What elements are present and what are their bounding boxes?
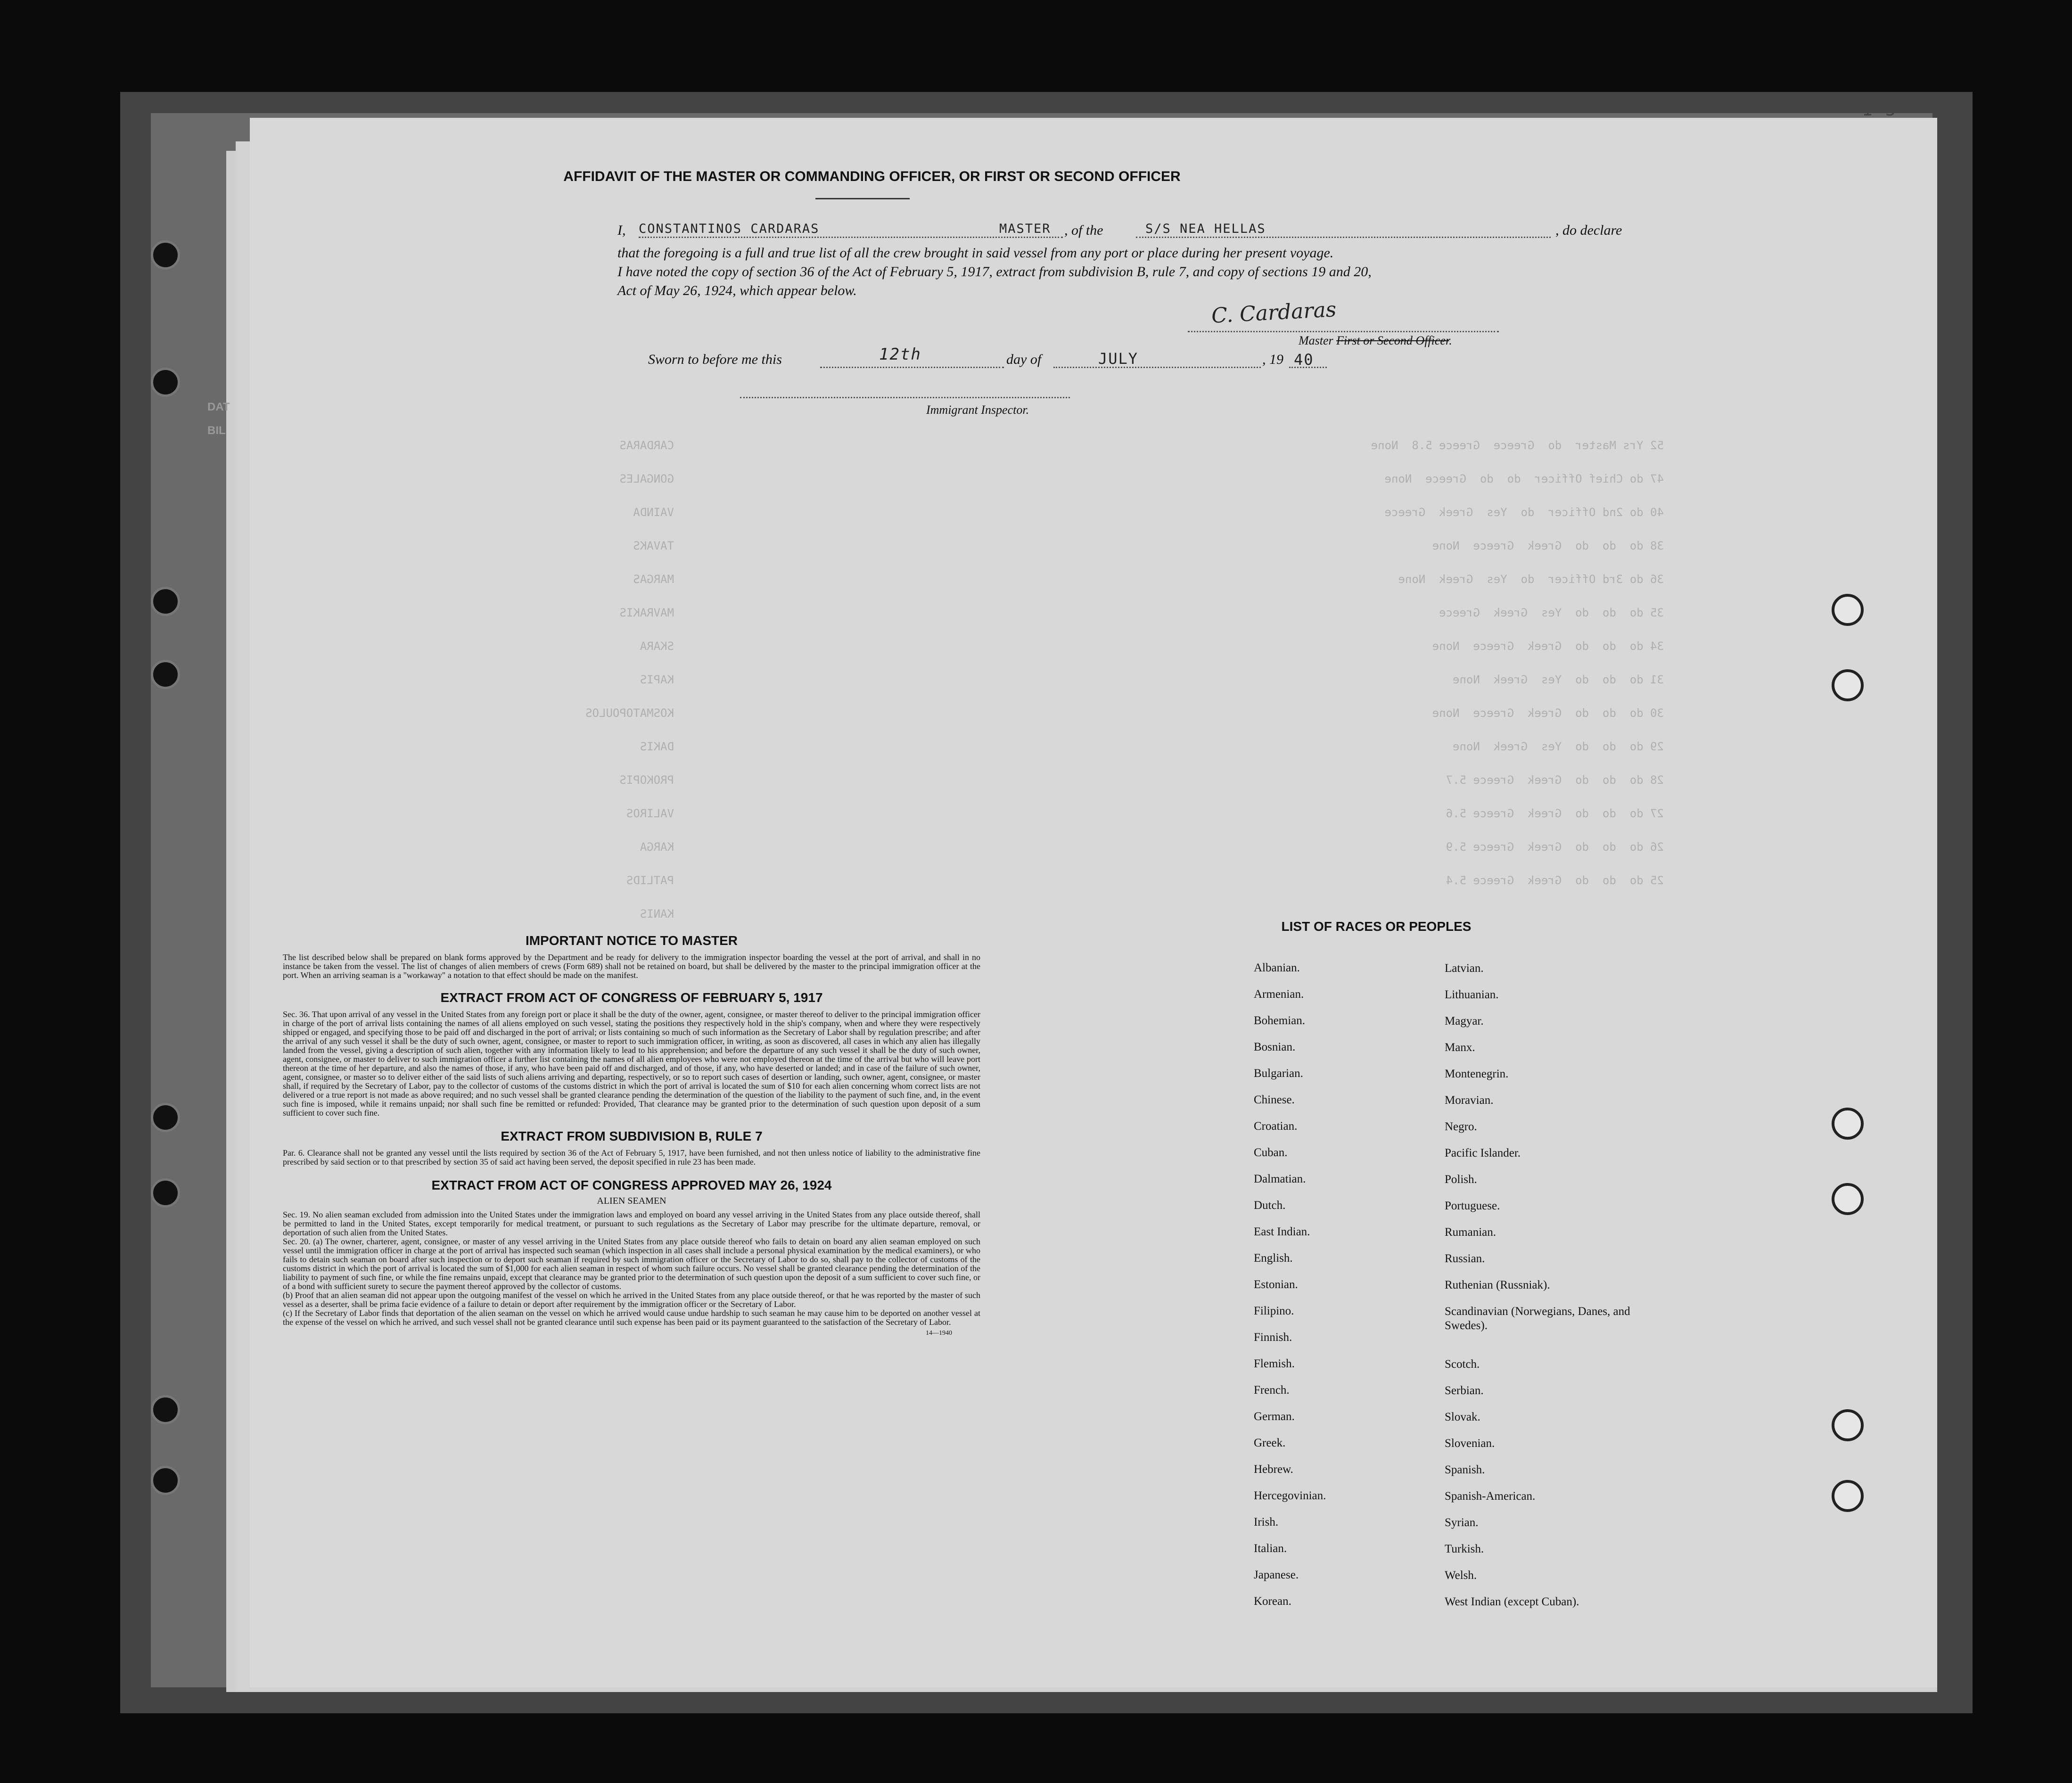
bleed-row: 30 do do do Greek Greece None: [1432, 707, 1664, 720]
race-item: Turkish.: [1445, 1543, 1484, 1555]
bleed-row: 35 do do do Yes Greek Greece: [1439, 606, 1664, 619]
notice-title: IMPORTANT NOTICE TO MASTER: [525, 933, 738, 948]
bleed-row: 34 do do do Greek Greece None: [1432, 640, 1664, 653]
race-item: Rumanian.: [1445, 1226, 1496, 1239]
bleed-through-rows: [1371, 429, 1664, 897]
binder-hole: [151, 1178, 180, 1208]
master-rank: MASTER: [999, 222, 1051, 236]
race-item: Hebrew.: [1254, 1463, 1293, 1476]
day-of-label: day of: [1006, 352, 1042, 367]
vessel-name: S/S NEA HELLAS: [1145, 222, 1266, 236]
inspector-label: Immigrant Inspector.: [926, 403, 1029, 417]
race-item: Scotch.: [1445, 1358, 1480, 1371]
bleed-name: VALIROS: [626, 807, 674, 820]
extract-rule7-text: Par. 6. Clearance shall not be granted any vessel until the lists required by section 36 of the Act of February 5, 1917, have been furnished, and not then unless notice of liability to the administrative fine prescribed by said section or to that prescribed by section 35 of said act having been served, the deposit specified in rule 23 has been made.: [283, 1148, 980, 1167]
extract-1924-sec20c: (c) If the Secretary of Labor finds that deportation of the alien seaman on the vessel on which he arrived would cause undue hardship to such seaman he may cause him to be deported on another vessel at the expense of the vessel on which he arrived, and such vessel shall not be granted clearance until such expense has been paid or its payment guaranteed to the satisfaction of the Secretary of Labor.: [283, 1308, 980, 1327]
document-page: [250, 99, 1937, 1687]
binder-hole: [151, 240, 180, 270]
bleed-row: 29 do do do Yes Greek None: [1453, 740, 1664, 753]
left-tab-label: BIL: [207, 424, 226, 437]
bleed-row: 31 do do do Yes Greek None: [1453, 673, 1664, 686]
bleed-row: 36 do 3rd Officer do Yes Greek None: [1398, 573, 1664, 586]
race-item: Dutch.: [1254, 1199, 1286, 1212]
master-signature: C. Cardaras: [1210, 297, 1337, 328]
race-item: Dalmatian.: [1254, 1173, 1306, 1185]
bleed-row: 28 do do do Greek Greece 5.7: [1446, 773, 1664, 787]
bleed-name: TAVAKS: [633, 539, 674, 552]
affidavit-opening: I,: [617, 222, 626, 238]
race-item: Latvian.: [1445, 962, 1484, 975]
race-item: Hercegovinian.: [1254, 1489, 1326, 1502]
binder-hole: [151, 1395, 180, 1424]
race-item: Portuguese.: [1445, 1200, 1500, 1212]
race-item: Welsh.: [1445, 1569, 1477, 1582]
race-item: Bohemian.: [1254, 1014, 1306, 1027]
binder-hole: [151, 587, 180, 616]
race-item: Russian.: [1445, 1252, 1485, 1265]
race-item: Finnish.: [1254, 1331, 1292, 1344]
race-item: Slovenian.: [1445, 1437, 1495, 1450]
bleed-through-names: [585, 429, 674, 931]
extract-1924-subtitle: ALIEN SEAMEN: [597, 1196, 666, 1206]
race-item: Albanian.: [1254, 961, 1300, 974]
bleed-row: 52 Yrs Master do Greece Greece 5.8 None: [1371, 439, 1664, 452]
race-item: Bulgarian.: [1254, 1067, 1303, 1080]
bleed-row: 26 do do do Greek Greece 5.9: [1446, 840, 1664, 854]
page-hole: [1832, 669, 1864, 701]
races-title: LIST OF RACES OR PEOPLES: [1281, 919, 1472, 934]
affidavit-line-4: Act of May 26, 1924, which appear below.: [617, 283, 857, 298]
race-item: Slovak.: [1445, 1411, 1480, 1423]
name-line: [639, 237, 1063, 238]
do-declare-label: , do declare: [1555, 222, 1622, 238]
race-item: Manx.: [1445, 1041, 1475, 1054]
race-item: Moravian.: [1445, 1094, 1494, 1107]
signature-caption-end: .: [1449, 334, 1452, 347]
affidavit-title: AFFIDAVIT OF THE MASTER OR COMMANDING OFFICER, OR FIRST OR SECOND OFFICER: [563, 169, 1181, 184]
page-hole: [1832, 1108, 1864, 1140]
race-item: Ruthenian (Russniak).: [1445, 1279, 1550, 1291]
bleed-name: PROKOPIS: [619, 773, 674, 787]
bleed-name: VAINDA: [633, 506, 674, 519]
of-the-label: , of the: [1064, 222, 1103, 238]
race-item: West Indian (except Cuban).: [1445, 1595, 1579, 1608]
race-item: Chinese.: [1254, 1093, 1295, 1106]
race-item: German.: [1254, 1410, 1295, 1423]
race-item: Irish.: [1254, 1516, 1279, 1528]
extract-1924-sec20a: Sec. 20. (a) The owner, charterer, agent, consignee, or master of any vessel arriving in the United States from any place outside thereof who fails to detain on board any alien seaman employed on such vessel until the immigration officer in charge at the port of arrival has inspected such seaman (which inspection in all cases shall include a personal physical examination by the medical examiners), or who fails to detain such seaman on board after such inspection or to deport such seaman if required by such immigration officer or the Secretary of Labor to do so, shall pay to the collector of customs of the customs district in which the port of arrival is located the sum of $1,000 for each alien seaman in respect of whom such failure occurs. No vessel shall be granted clearance pending the determination of the liability to payment of such fine, or while the fine remains unpaid, except that clearance may be granted prior to the determination of such question upon the deposit of a sum sufficient to cover such fine, or of a bond with sufficient surety to secure the payment thereof approved by the collector of customs.: [283, 1237, 980, 1291]
vessel-line: [1136, 237, 1551, 238]
race-item: Italian.: [1254, 1542, 1287, 1555]
race-item: Flemish.: [1254, 1357, 1295, 1370]
year-prefix: , 19: [1262, 352, 1283, 367]
inspector-line: [740, 397, 1070, 398]
form-number: 14—1940: [926, 1330, 952, 1337]
binder-hole: [151, 368, 180, 397]
bleed-name: PATLIDS: [626, 874, 674, 887]
sworn-year: 40: [1294, 351, 1314, 369]
title-rule: [815, 198, 910, 199]
race-item: Estonian.: [1254, 1278, 1298, 1291]
signature-caption: [1299, 334, 1452, 348]
bleed-name: KARGA: [640, 840, 674, 854]
race-item: Syrian.: [1445, 1516, 1479, 1529]
bleed-name: SKARA: [640, 640, 674, 653]
race-item: Filipino.: [1254, 1305, 1294, 1317]
extract-1924-title: EXTRACT FROM ACT OF CONGRESS APPROVED MAY 26, 1924: [431, 1178, 832, 1192]
extract-1917-text: Sec. 36. That upon arrival of any vessel in the United States from any foreign port or place it shall be the duty of the owner, agent, consignee, or master thereof to deliver to the principal immigration officer in charge of the port of arrival lists containing the names of all aliens employed on such vessel, stating the positions they respectively hold in the ship's company, when and where they were respectively shipped or engaged, and specifying those to be paid off and discharged in the port of arrival; or lists containing so much of such information as the Secretary of Labor shall by regulation prescribe; and after the arrival of any such vessel it shall be the duty of such owner, agent, consignee, or master to report to such immigration officer, in writing, as soon as discovered, all cases in which any alien has illegally landed from the vessel, giving a description of such alien, together with any information likely to lead to his apprehension; and before the departure of any such vessel it shall be the duty of such owner, agent, consignee, or master to deliver to such immigration officer a further list containing the names of all alien employees who were not employed thereon at the time of the arrival but who will leave port thereon at the time of her departure, and also the names of those, if any, who have been paid off and discharged, and of those, if any, who have deserted or landed; and in case of the failure of such owner, agent, consignee, or master so to deliver either of the said lists of such aliens arriving and departing, respectively, or so to report such cases of desertion or landing, such owner, agent, consignee, or master shall, if required by the Secretary of Labor, pay to the collector of customs of the customs district in which the port of arrival is located the sum of $10 for each alien concerning whom correct lists are not delivered or a true report is not made as above required; and no such vessel shall be granted clearance pending the determination of the question of the liability to the payment of such fine, and, in the event such fine is imposed, while it remains unpaid; nor shall such fine be remitted or refunded: Provided, That clearance may be granted prior to the determination of such question upon deposit of a sum sufficient to cover such fine.: [283, 1010, 980, 1117]
race-item: Spanish.: [1445, 1463, 1485, 1476]
notice-text: The list described below shall be prepared on blank forms approved by the Department and be ready for delivery to the immigration inspector boarding the vessel at the port of arrival, and shall in no instance be taken from the vessel. The list of changes of alien members of crews (Form 689) shall not be retained on board, but shall be delivered by the master to the principal immigration officer at the port. When an arriving seaman is a "workaway" a notation to that effect should be made on the manifest.: [283, 953, 980, 980]
affidavit-line-3: I have noted the copy of section 36 of the Act of February 5, 1917, extract from subdivision B, rule 7, and copy of sections 19 and 20,: [617, 264, 1372, 279]
binder-hole: [151, 1103, 180, 1132]
sworn-day-line: [820, 367, 1004, 368]
extract-1924-sec20b: (b) Proof that an alien seaman did not appear upon the outgoing manifest of the vessel on which he arrived in the United States from any place outside thereof, or that he was reported by the master of such vessel as a deserter, shall be prima facie evidence of a failure to detain or deport after requirement by the immigration officer or the Secretary of Labor.: [283, 1290, 980, 1309]
race-item: Serbian.: [1445, 1384, 1484, 1397]
page-hole: [1832, 1183, 1864, 1215]
sworn-month-line: [1053, 367, 1261, 368]
extract-1924-sec19: Sec. 19. No alien seaman excluded from admission into the United States under the immigration laws and employed on board any vessel arriving in the United States from any place outside thereof, shall be permitted to land in the United States, except temporarily for medical treatment, or pursuant to such regulations as the Secretary of Labor may prescribe for the ultimate departure, removal, or deportation of such alien from the United States.: [283, 1210, 980, 1237]
page-hole: [1832, 1409, 1864, 1441]
race-item: English.: [1254, 1252, 1293, 1265]
bleed-row: 38 do do do Greek Greece None: [1432, 539, 1664, 552]
signature-caption-master: Master: [1299, 334, 1333, 347]
bleed-name: MAVRAKIS: [619, 606, 674, 619]
races-left-column: [1254, 961, 1433, 1621]
race-item: Pacific Islander.: [1445, 1147, 1521, 1159]
year-line: [1289, 367, 1327, 368]
affidavit-line-2: that the foregoing is a full and true list of all the crew brought in said vessel from any port or place during her present voyage.: [617, 245, 1334, 261]
races-right-column: [1445, 961, 1652, 1621]
binder-hole: [151, 660, 180, 689]
race-item: Polish.: [1445, 1173, 1477, 1186]
sworn-day: 12th: [879, 345, 921, 364]
left-tab-label: DAT: [207, 401, 230, 413]
race-item: East Indian.: [1254, 1225, 1310, 1238]
race-item: Cuban.: [1254, 1146, 1288, 1159]
page-hole: [1832, 1480, 1864, 1512]
race-item: Armenian.: [1254, 988, 1304, 1001]
bleed-row: 47 do Chief Officer do do Greece None: [1384, 472, 1664, 485]
bleed-name: DAKIS: [640, 740, 674, 753]
race-item: Japanese.: [1254, 1569, 1299, 1581]
race-item: French.: [1254, 1384, 1290, 1397]
race-item: Magyar.: [1445, 1015, 1484, 1027]
race-item: Spanish-American.: [1445, 1490, 1536, 1503]
bleed-name: KANIS: [640, 907, 674, 920]
race-item: Croatian.: [1254, 1120, 1298, 1133]
corner-note: 1-5: [1862, 99, 1897, 120]
bleed-name: CARDARAS: [619, 439, 674, 452]
bleed-name: MARGAS: [633, 573, 674, 586]
bleed-name: GONGALES: [619, 472, 674, 485]
bleed-name: KOSMATOPOULOS: [585, 707, 674, 720]
binder-hole: [151, 1466, 180, 1495]
sworn-label: Sworn to before me this: [648, 352, 782, 367]
signature-caption-struck: First or Second Officer: [1336, 334, 1449, 347]
bleed-row: 27 do do do Greek Greece 5.6: [1446, 807, 1664, 820]
bleed-name: KAPIS: [640, 673, 674, 686]
bleed-row: 25 do do do Greek Greece 5.4: [1446, 874, 1664, 887]
signature-line: [1188, 331, 1499, 332]
race-item: Bosnian.: [1254, 1041, 1296, 1053]
extract-1917-title: EXTRACT FROM ACT OF CONGRESS OF FEBRUARY 5, 1917: [440, 990, 823, 1005]
race-item: Negro.: [1445, 1120, 1477, 1133]
race-item: Korean.: [1254, 1595, 1291, 1608]
sworn-month: JULY: [1098, 350, 1139, 368]
bleed-row: 40 do 2nd Officer do Yes Greek Greece: [1384, 506, 1664, 519]
page-hole: [1832, 594, 1864, 626]
extract-rule7-title: EXTRACT FROM SUBDIVISION B, RULE 7: [501, 1129, 763, 1143]
race-item: Montenegrin.: [1445, 1068, 1509, 1080]
legal-notices: [283, 933, 980, 1337]
race-item: Scandinavian (Norwegians, Danes, and Swedes).: [1445, 1305, 1630, 1332]
race-item: Lithuanian.: [1445, 988, 1499, 1001]
race-item: Greek.: [1254, 1437, 1286, 1449]
master-name: CONSTANTINOS CARDARAS: [639, 222, 820, 236]
